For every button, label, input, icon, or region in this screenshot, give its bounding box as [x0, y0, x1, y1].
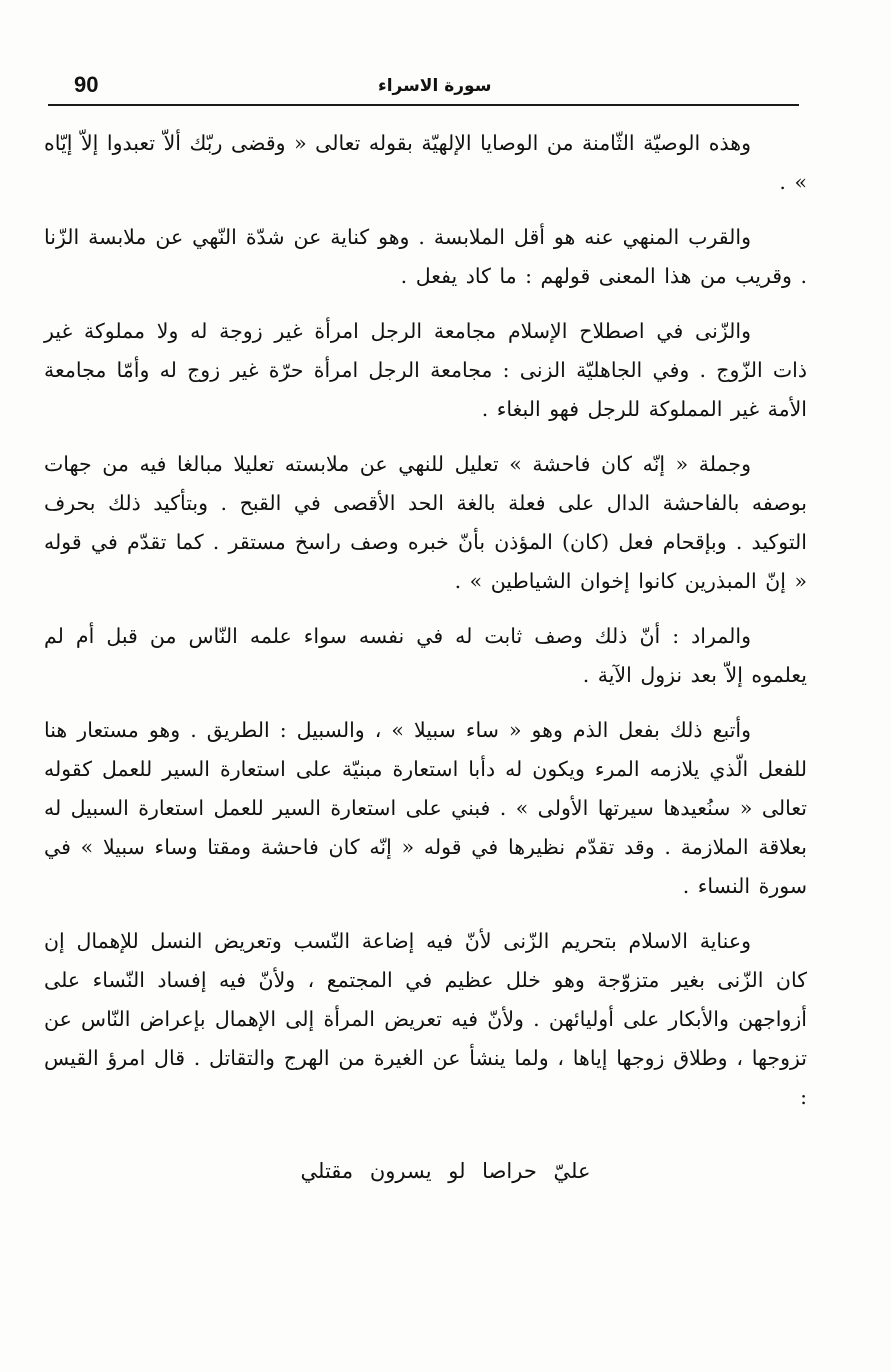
surah-title: سورة الاسراء — [378, 76, 492, 96]
poetry-verse: عليّ حراصا لو يسرون مقتلي — [300, 1159, 591, 1183]
paragraph: وجملة « إنّه كان فاحشة » تعليل للنهي عن ملابسته تعليلا مبالغا فيه من جهات بوصفه بالفاحشة الدال على فعلة بالغة الحد الأقصى في القبح . وبتأكيد ذلك بحرف التوكيد . وبإقحام فعل (كان) المؤذن بأنّ خبره وصف راسخ مستقر . كما تقدّم في قوله « إنّ المبذرين كانوا إخوان الشياطين » . — [44, 452, 807, 593]
paragraph: وعناية الاسلام بتحريم الزّنى لأنّ فيه إضاعة النّسب وتعريض النسل للإهمال إن كان الزّنى بغير متزوّجة وهو خلل عظيم في المجتمع ، ولأنّ فيه إفساد النّساء على أزواجهن والأبكار على أوليائهن . ولأنّ فيه تعريض المرأة إلى الإهمال بإعراض النّاس عن تزوجها ، وطلاق زوجها إياها ، ولما ينشأ عن الغيرة من الهرج والتقاتل . قال امرؤ القيس : — [44, 929, 807, 1109]
page-header — [48, 70, 799, 106]
body-text — [44, 124, 807, 1133]
paragraph: والزّنى في اصطلاح الإسلام مجامعة الرجل امرأة غير زوجة له ولا مملوكة غير ذات الزّوج . وفي الجاهليّة الزنى : مجامعة الرجل امرأة حرّة غير زوج له وأمّا مجامعة الأمة غير المملوكة للرجل فهو البغاء . — [44, 319, 808, 421]
page-number: 90 — [74, 72, 99, 97]
paragraph: وأتبع ذلك بفعل الذم وهو « ساء سبيلا » ، والسبيل : الطريق . وهو مستعار هنا للفعل الّذي يلازمه المرء ويكون له دأبا استعارة مبنيّة على استعارة السير للعمل كقوله تعالى « سنُعيدها سيرتها الأولى » . فبني على استعارة السير للعمل استعارة السبيل له بعلاقة الملازمة . وقد تقدّم نظيرها في قوله « إنّه كان فاحشة ومقتا وساء سبيلا » في سورة النساء . — [44, 718, 807, 898]
paragraph: والقرب المنهي عنه هو أقل الملابسة . وهو كناية عن شدّة النّهي عن ملابسة الزّنا . وقريب من هذا المعنى قولهم : ما كاد يفعل . — [44, 225, 807, 288]
paragraph: وهذه الوصيّة الثّامنة من الوصايا الإلهيّة بقوله تعالى « وقضى ربّك ألاّ تعبدوا إلاّ إيّاه » . — [44, 131, 807, 194]
paragraph: والمراد : أنّ ذلك وصف ثابت له في نفسه سواء علمه النّاس من قبل أم لم يعلموه إلاّ بعد نزول الآية . — [44, 624, 807, 687]
